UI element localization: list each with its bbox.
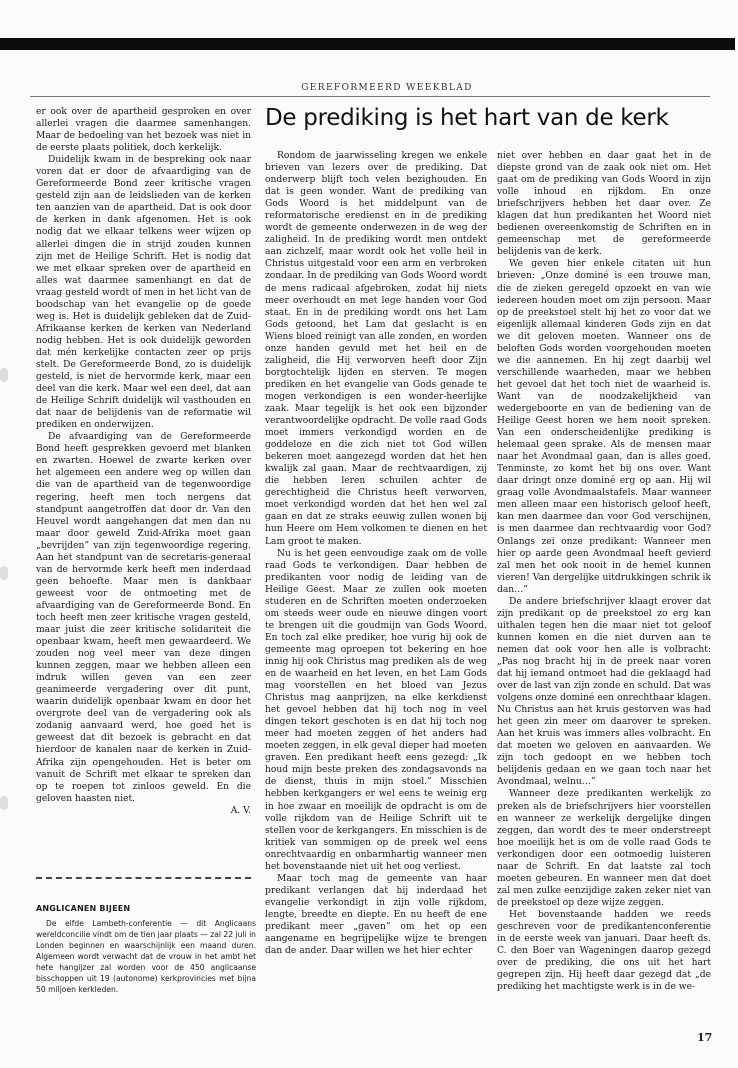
column-1-paragraph: er ook over de apartheid gesproken en over allerlei vragen die daarmee samenhangen. Maar de bedoeling van het bezoek was niet in de eerste plaats politiek, doch kerkelijk. <box>36 107 251 154</box>
scan-punch-mark <box>0 566 8 580</box>
page-number: 17 <box>697 1031 713 1044</box>
column-1-paragraph: De afvaardiging van de Gereformeerde Bond heeft gesprekken gevoerd met blanken en zwarten. Hoewel de zwarte kerken over het algemeen een andere weg op willen dan die van de apartheid van de tegenwoordige regering, heeft men toch nergens dat standpunt aangetroffen dat door dr. Van den Heuvel wordt aangehangen dat men dan nu maar door geweld Zuid-Afrika moet gaan „bevrijden” van zijn tegenwoordige regering. Aan het standpunt van de secretaris-generaal van de hervormde kerk heeft men inderdaad geen behoefte. Maar men is dankbaar geweest voor de ontmoeting met de afvaardiging van de Gereformeerde Bond. En toch heeft men zeer kritische vragen gesteld, maar juist die zeer kritische solidariteit die openbaar kwam, heeft men gewaardeerd. We zouden nog veel meer van deze dingen kunnen zeggen, maar we hebben alleen een indruk willen geven van een zeer geanimeerde vergadering over dit punt, waarin duidelijk openbaar kwam en door het overgrote deel van de vergadering ook als zodanig aanvaard werd, hoe goed het is geweest dat dit bezoek is gebracht en dat hierdoor de kanalen naar de kerken in Zuid-Afrika zijn opengehouden. Het is beter om vanuit de Schrift met elkaar te spreken dan op te roepen tot zinloos geweld. En die geloven haasten niet. <box>36 432 251 804</box>
header-rule <box>30 96 710 97</box>
column-3-paragraph: We geven hier enkele citaten uit hun brieven: „Onze dominé is een trouwe man, die de zieken geregeld opzoekt en van wie iedereen houden moet om zijn persoon. Maar op de preekstoel stelt hij het zo voor dat we eigenlijk allemaal kinderen Gods zijn en dat we dit geloven moeten. Wanneer ons de beloften Gods worden voorgehouden moeten we die aannemen. En hij zegt daarbij wel verschillende waarheden, maar we hebben het gevoel dat het toch niet de waarheid is. Want van de noodzakelijkheid van wedergeboorte en van de bediening van de Heilige Geest horen we hem nooit spreken. Van een onderscheidenlijke prediking is helemaal geen sprake. Als de mensen maar naar het Avondmaal gaan, dan is alles goed. Tenminste, zo komt het bij ons over. Want daar dringt onze dominé erg op aan. Hij wil graag volle Avondmaalstafels. Maar wanneer men alleen maar een historisch geloof heeft, kan men daarmee dan voor God verschijnen, is men daarmee dan rechtvaardig voor God? Onlangs zei onze predikant: Wanneer men hier op aarde geen Avondmaal heeft gevierd zal men het ook nooit in de hemel kunnen vieren! Van dergelijke uitdrukkingen schrik ik dan…” <box>497 259 711 595</box>
column-1-paragraph: Duidelijk kwam in de bespreking ook naar voren dat er door de afvaardiging van de Gereformeerde Bond zeer kritische vragen gesteld zijn aan de leidslieden van de kerken ten aanzien van de apartheid. Dat is ook door de kerken in dank afgenomen. Het is ook nodig dat we elkaar telkens weer wijzen op allerlei dingen die in strijd zouden kunnen zijn met de Heilige Schrift. Het is nodig dat we met elkaar spreken over de apartheid en alles wat daarmee samenhangt en dat de vraag gesteld wordt of men in het licht van de boodschap van het evangelie op de goede weg is. Het is duidelijk gebleken dat de Zuid-Afrikaanse kerken de kerken van Nederland nodig hebben. Het is ook duidelijk geworden dat mén kerkelijke contacten zeer op prijs stelt. De Gereformeerde Bond, zo is duidelijk gesteld, is niet de hervormde kerk, maar een deel van die kerk. Maar wel een deel, dat aan de Heilige Schrift duidelijk wil vasthouden en dat naar de belijdenis van de reformatie wil prediken en onderwijzen. <box>36 155 251 431</box>
column-2-paragraph: Rondom de jaarwisseling kregen we enkele brieven van lezers over de prediking. Dat onderwerp blijft toch velen bezighouden. En dat is geen wonder. Want de prediking van Gods Woord is het middelpunt van de reformatorische eredienst en in de prediking wordt de gemeente onderwezen in de weg der zaligheid. In de prediking wordt men ontdekt aan zichzelf, maar wordt ook het volle heil in Christus uitgestald voor een arm en verbroken zondaar. In de prediking van Gods Woord wordt de mens radicaal afgebroken, zodat hij niets meer overhoudt en met lege handen voor God staat. En in de prediking wordt ons het Lam Gods getoond, het Lam dat geslacht is en Wiens bloed reinigt van alle zonden, en worden onze handen gevuld met het heil en de zaligheid, die Hij verworven heeft door Zijn borgtochtelijk lijden en sterven. Te mogen prediken en het evangelie van Gods genade te mogen verkondigen is een wonder-heerlijke zaak. Maar tegelijk is het ook een bijzonder verantwoordelijke opdracht. De volle raad Gods moet immers verkondigd worden en de goddeloze en die zich niet tot God willen bekeren moet aangezegd worden dat het hen kwalijk zal gaan. Maar de rechtvaardigen, zij die hebben leren schuilen achter de gerechtigheid die Christus heeft verworven, moet verkondigd worden dat het hen wel zal gaan en dat ze straks eeuwig zullen wonen bij hun Heere om Hem volkomen te dienen en het Lam groot te maken. <box>265 151 487 547</box>
column-2-paragraph: Maar toch mag de gemeente van haar predikant verlangen dat hij inderdaad het evangelie verkondigt in zijn volle rijkdom, lengte, breedte en diepte. En nu heeft de ene predikant meer „gaven” om het op een aangename en begrijpelijke wijze te brengen dan de ander. Daar willen we het hier echter <box>265 873 487 957</box>
top-black-bar <box>0 38 735 50</box>
news-box-title: ANGLICANEN BIJEEN <box>36 904 131 913</box>
news-box <box>36 904 256 995</box>
column-3-paragraph: niet over hebben en daar gaat het in de diepste grond van de zaak ook niet om. Het gaat om de prediking van Gods Woord in zijn volle inhoud en rijkdom. En onze briefschrijvers hebben het daar over. Ze klagen dat hun predikanten het Woord niet bedienen overeenkomstig de Schriften en in gemeenschap met de gereformeerde belijdenis van de kerk. <box>497 151 711 258</box>
column-2 <box>265 150 487 957</box>
column-3-paragraph: Wanneer deze predikanten werkelijk zo preken als de briefschrijvers hier voorstellen en wanneer ze werkelijk dergelijke dingen zeggen, dan wordt des te meer onderstreept hoe moeilijk het is om de volle raad Gods te verkondigen door een ootmoedig luisteren naar de Schrift. En dat laatste zal toch moeten gebeuren. En wanneer men dat doet zal men zulke eenzijdige zaken zeker niet van de preekstoel op deze wijze zeggen. <box>497 789 711 908</box>
author-signature: A. V. <box>230 805 251 816</box>
scan-punch-mark <box>0 796 8 810</box>
article-headline: De prediking is het hart van de kerk <box>265 105 669 131</box>
news-box-text: De elfde Lambeth-conferentie — dit Anglicaans wereldconcilie vindt om de tien jaar plaats — zal 22 juli in Londen beginnen en waarschijnlijk een maand duren. Algemeen wordt verwacht dat de vrouw in het ambt het hete hangijzer zal worden voor de 450 anglicaanse bisschoppen uit 19 (autonome) kerkprovincies met bijna 50 miljoen kerkleden. <box>36 919 256 994</box>
running-title: GEREFORMEERD WEEKBLAD <box>301 83 473 93</box>
column-1 <box>36 106 251 817</box>
section-divider <box>36 877 251 879</box>
column-3-paragraph: Het bovenstaande hadden we reeds geschreven voor de predikantenconferentie in de eerste week van januari. Daar heeft ds. C. den Boer van Wageningen daarop gezegd over de prediking, die ons uit het hart gegrepen zijn. Hij heeft daar gezegd dat „de prediking het machtigste werk is in de we- <box>497 909 711 993</box>
scan-punch-mark <box>0 368 8 382</box>
column-3 <box>497 150 711 993</box>
column-2-paragraph: Nu is het geen eenvoudige zaak om de volle raad Gods te verkondigen. Daar hebben de predikanten voor nodig de leiding van de Heilige Geest. Maar ze zullen ook moeten studeren en de Schriften moeten onderzoeken om steeds weer oude en nieuwe dingen voort te brengen uit die goudmijn van Gods Woord. En toch zal elke prediker, hoe vurig hij ook de gemeente mag oproepen tot bekering en hoe innig hij ook Christus mag prediken als de weg en de waarheid en het leven, en het Lam Gods mag voorstellen en het bloed van Jezus Christus mag aanprijzen, na elke kerkdienst het gevoel hebben dat hij toch nog in veel dingen tekort geschoten is en dat hij toch nog meer had moeten zeggen of het anders had moeten zeggen, in elk geval dieper had moeten graven. Een predikant heeft eens gezegd: „Ik houd mijn beste preken des zondagsavonds na de dienst, thuis in mijn stoel.” Misschien hebben kerkgangers er wel eens te weinig erg in hoe zwaar en moeilijk de opdracht is om de volle rijkdom van de Heilige Schrift uit te stellen voor de kerkgangers. En misschien is de kritiek van sommigen op de preek wel eens onrechtvaardig en onbarmhartig wanneer men het bovenstaande niet uit het oog verliest. <box>265 548 487 872</box>
column-3-paragraph: De andere briefschrijver klaagt erover dat zijn predikant op de preekstoel zo erg kan uithalen tegen hen die maar niet tot geloof kunnen komen en die niet durven aan te nemen dat ook voor hen alle is volbracht: „Pas nog bracht hij in de preek naar voren dat hij iemand ontmoet had die geklaagd had over de last van zijn zonde en schuld. Dat was volgens onze dominé een onrechtbaar klagen. Nu Christus aan het kruis gestorven was had het geen zin meer om daarover te spreken. Aan het kruis was immers alles volbracht. En dat moeten we geloven en aanvaarden. We zijn toch gedoopt en we hebben toch belijdenis gedaan en we gaan toch naar het Avondmaal, welnu…” <box>497 596 711 788</box>
